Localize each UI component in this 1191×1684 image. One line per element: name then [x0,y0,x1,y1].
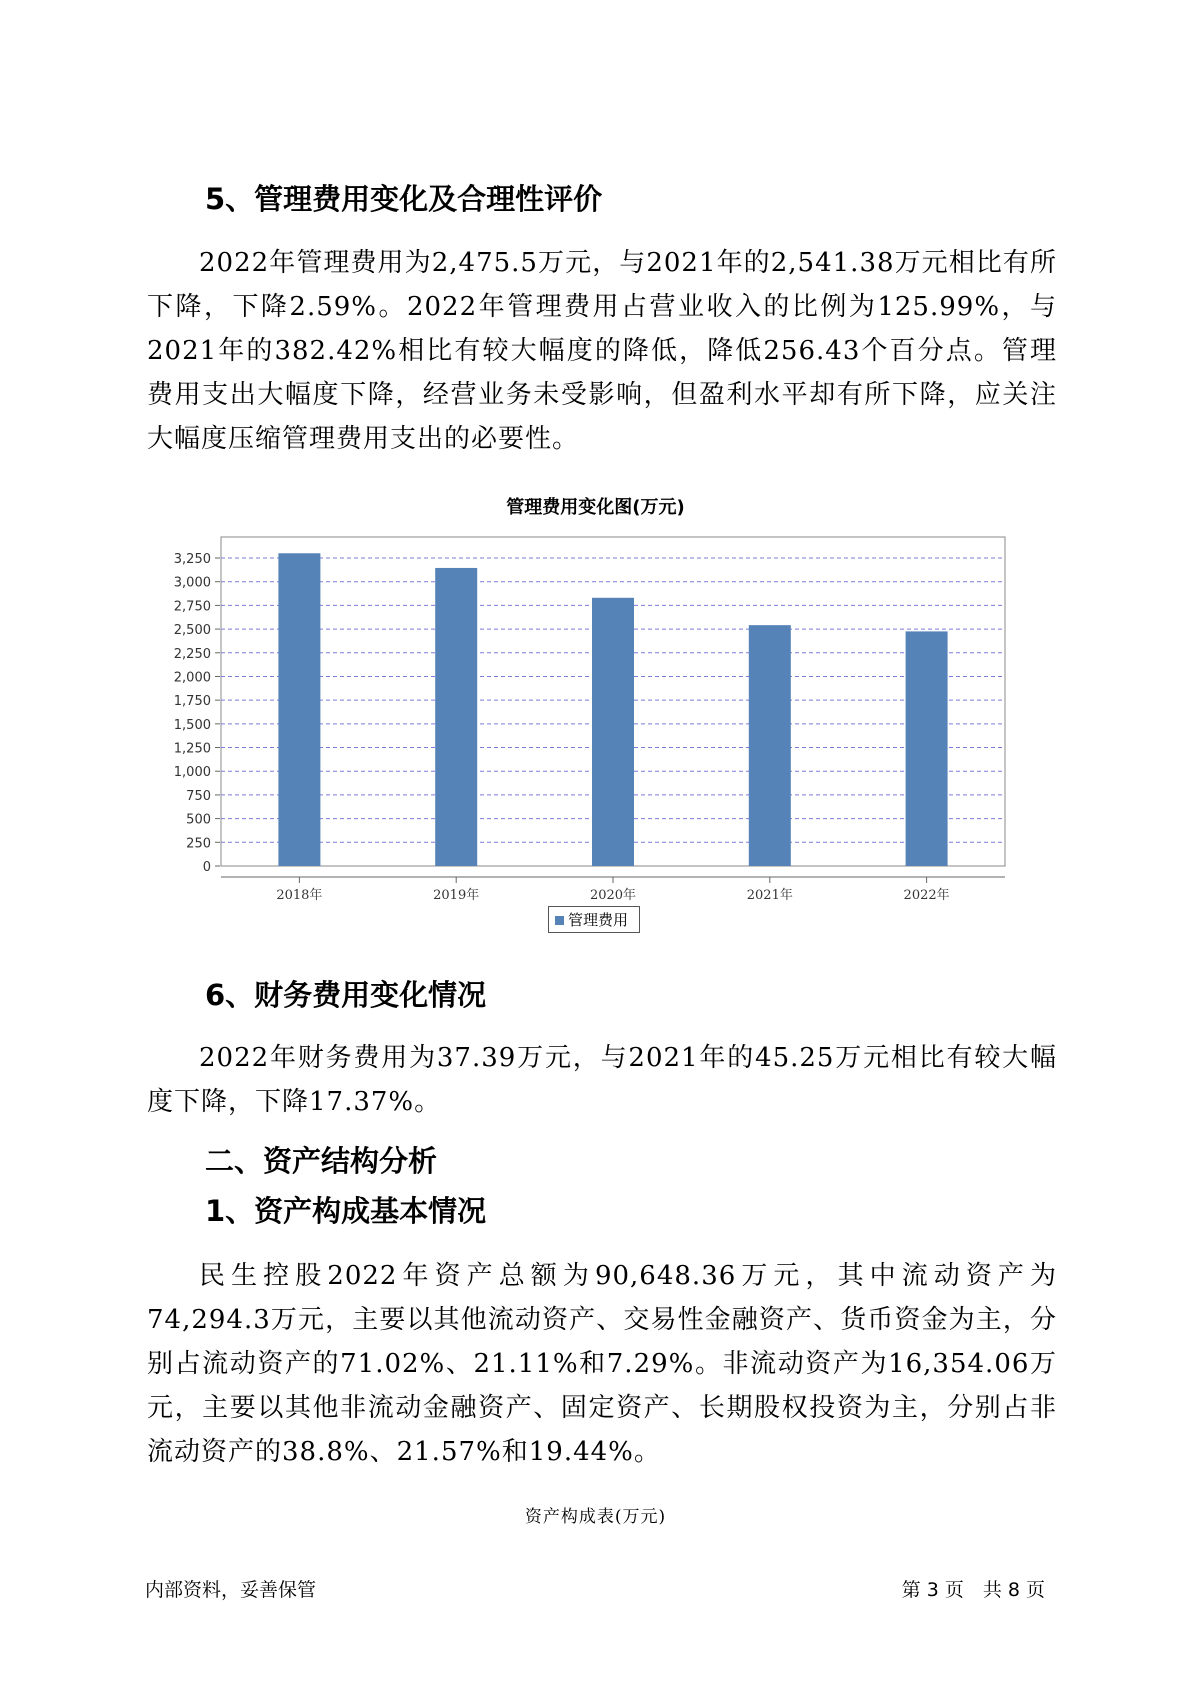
footer-page-number: 第 3 页 共 8 页 [901,1579,1045,1601]
y-tick-label: 1,000 [173,765,211,781]
bar-2018年 [278,553,320,866]
x-tick-label: 2021年 [746,888,793,903]
part-2-title: 二、资产结构分析 [205,1144,438,1178]
legend-swatch-icon [555,916,564,925]
x-tick-label: 2022年 [903,888,950,903]
section-1-title: 1、资产构成基本情况 [205,1194,487,1228]
section-1-paragraph: 民生控股2022年资产总额为90,648.36万元，其中流动资产为74,294.3万元，主要以其他流动资产、交易性金融资产、货币资金为主，分别占流动资产的71.02%、21.11%和7.29%。非流动资产为16,354.06万元，主要以其他非流动金融资产、固定资产、长期股权投资为主，分别占非流动资产的38.8%、21.57%和19.44%。 [147,1261,1057,1467]
chart-legend [548,906,640,933]
chart-title: 管理费用变化图(万元) [506,497,685,518]
y-tick-label: 0 [202,860,211,875]
y-tick-label: 3,250 [173,552,211,567]
y-tick-label: 1,250 [173,741,211,757]
y-tick-label: 1,750 [173,694,211,710]
y-tick-label: 2,500 [173,623,211,639]
y-tick-label: 1,500 [173,717,211,733]
section-6-paragraph: 2022年财务费用为37.39万元，与2021年的45.25万元相比有较大幅度下降，下降17.37%。 [147,1043,1057,1117]
bar-2022年 [906,631,948,866]
x-tick-label: 2018年 [276,888,323,903]
y-tick-label: 2,250 [173,646,211,662]
x-tick-label: 2020年 [589,888,637,903]
bar-2021年 [749,625,791,866]
y-tick-label: 2,750 [173,599,211,615]
x-tick-label: 2019年 [433,888,480,903]
y-tick-label: 750 [186,788,211,804]
table-caption: 资产构成表(万元) [524,1507,667,1527]
section-5-title: 5、管理费用变化及合理性评价 [205,182,603,216]
legend-label: 管理费用 [568,911,629,929]
footer-confidential-note: 内部资料，妥善保管 [145,1579,317,1601]
y-tick-label: 250 [186,836,211,852]
section-6-title: 6、财务费用变化情况 [205,978,487,1012]
section-5-paragraph: 2022年管理费用为2,475.5万元，与2021年的2,541.38万元相比有所下降，下降2.59%。2022年管理费用占营业收入的比例为125.99%，与2021年的382.42%相比有较大幅度的降低，降低256.43个百分点。管理费用支出大幅度下降，经营业务未受影响，但盈利水平却有所下降，应关注大幅度压缩管理费用支出的必要性。 [147,248,1057,454]
y-tick-label: 2,000 [173,670,211,686]
y-tick-label: 3,000 [173,575,211,591]
bar-2020年 [592,598,634,866]
bar-2019年 [435,568,477,866]
y-tick-label: 500 [186,812,211,828]
